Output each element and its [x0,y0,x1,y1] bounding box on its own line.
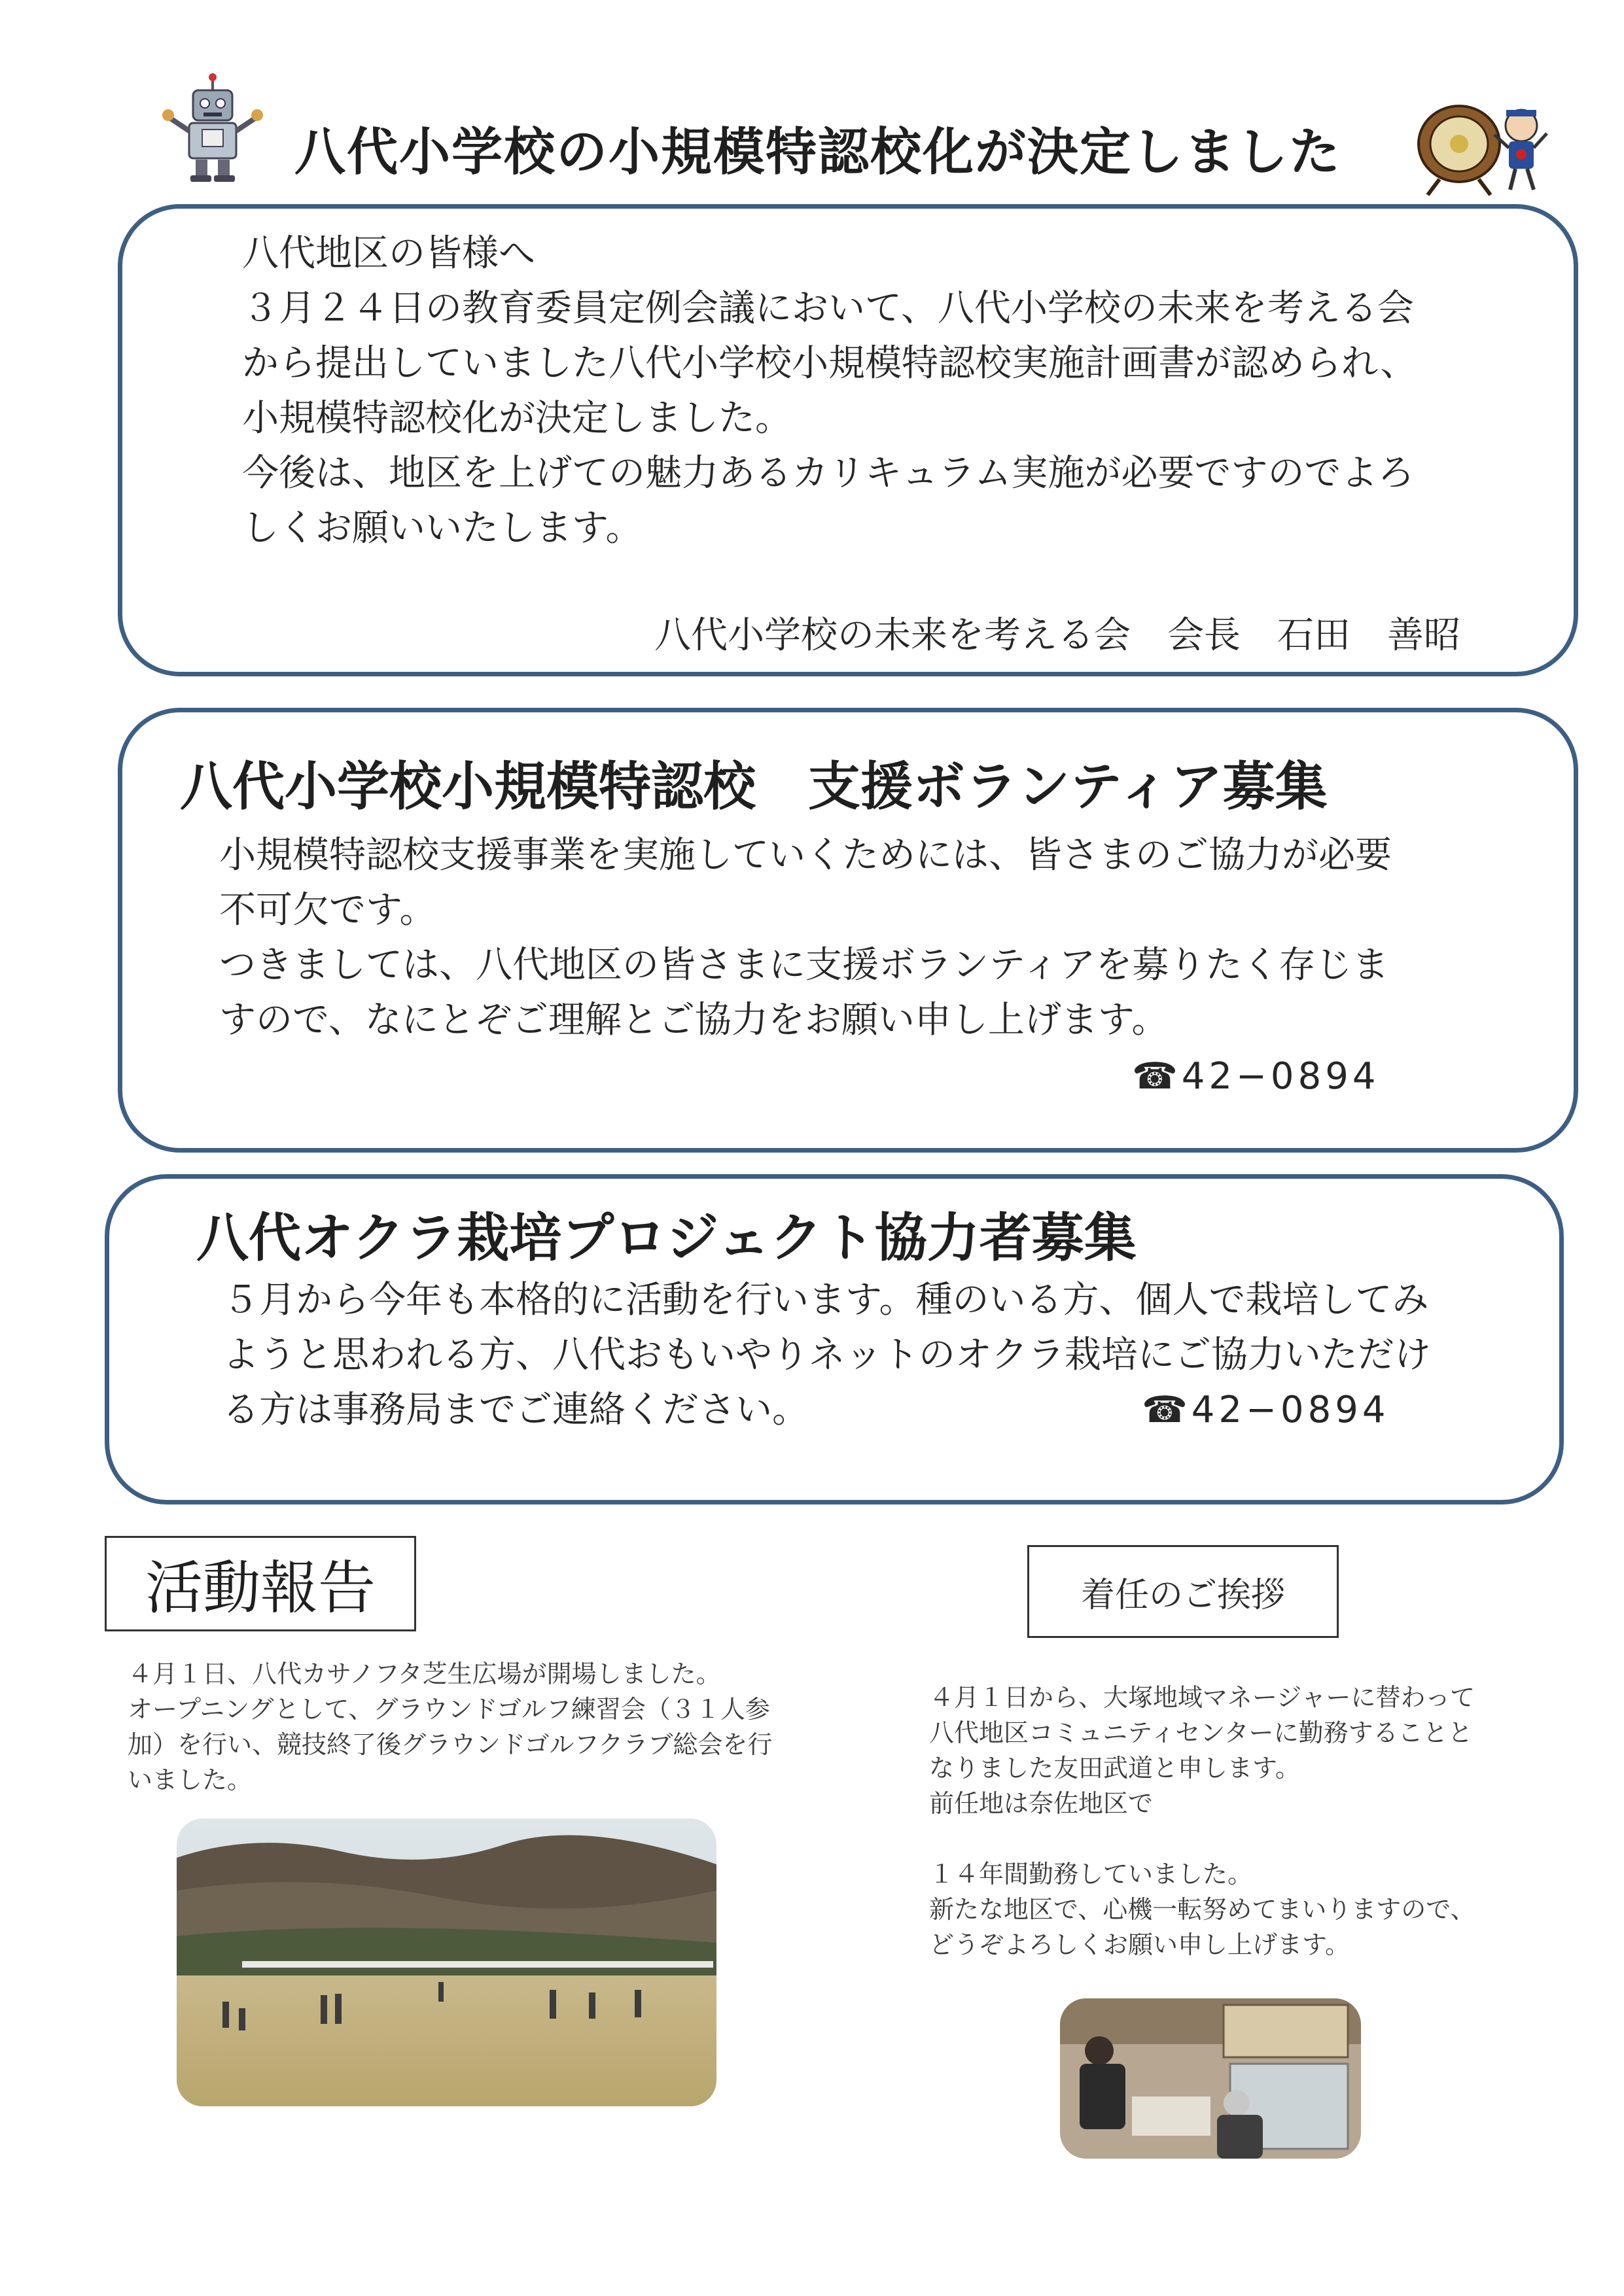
okra-line: る方は事務局までご連絡ください。 [222,1389,809,1431]
greeting-line: 前任地は奈佐地区で [929,1789,1154,1818]
activity-line: ４月１日、八代カサノフタ芝生広場が開場しました。 [128,1660,721,1688]
volunteer-line: 不可欠です。 [219,889,436,931]
notice-line: ３月２４日の教育委員定例会議において、八代小学校の未来を考える会 [242,287,1414,330]
activity-line: 加）を行い、競技終了後グラウンドゴルフクラブ総会を行 [128,1730,773,1759]
okra-line: ５月から今年も本格的に活動を行います。種のいる方、個人で栽培してみ [222,1279,1429,1321]
page-title: 八代小学校の小規模特認校化が決定しました [294,123,1342,182]
okra-phone: ☎42−0894 [1142,1389,1390,1431]
office-photo [1060,1998,1361,2159]
greeting-label-text: 着任のご挨拶 [1080,1575,1285,1615]
greeting-line: どうぞよろしくお願い申し上げます。 [929,1930,1350,1959]
notice-line: 小規模特認校化が決定しました。 [242,397,792,440]
volunteer-phone: ☎42−0894 [1132,1055,1380,1098]
okra-title: 八代オクラ栽培プロジェクト協力者募集 [196,1208,1137,1268]
greeting-line: なりました友田武道と申します。 [929,1754,1300,1783]
activity-label-text: 活動報告 [145,1554,376,1622]
volunteer-title: 八代小学校小規模特認校 支援ボランティア募集 [180,756,1328,817]
okra-line: ようと思われる方、八代おもいやりネットのオクラ栽培にご協力いただけ [222,1334,1431,1376]
activity-label [105,1536,416,1631]
volunteer-line: 小規模特認校支援事業を実施していくためには、皆さまのご協力が必要 [219,834,1392,877]
park-photo [177,1818,716,2106]
volunteer-line: すので、なにとぞご理解とご協力をお願い申し上げます。 [219,999,1169,1041]
notice-line: 今後は、地区を上げての魅力あるカリキュラム実施が必要ですのでよろ [242,452,1415,495]
robot-mascot-icon [160,72,265,183]
greeting-label [1027,1545,1339,1638]
greeting-line: １４年間勤務していました。 [929,1860,1253,1888]
taiko-drummer-mascot-icon [1413,98,1551,196]
notice-line: しくお願いいたします。 [242,507,643,549]
greeting-line: ４月１日から、大塚地域マネージャーに替わって [929,1683,1475,1712]
notice-line: から提出していました八代小学校小規模特認校実施計画書が認められ、 [242,342,1417,385]
greeting-line: 八代地区コミュニティセンターに勤務することと [929,1718,1473,1747]
activity-line: オープニングとして、グラウンドゴルフ練習会（３１人参 [128,1695,770,1724]
greeting-line: 新たな地区で、心機一転努めてまいりますので、 [929,1895,1475,1924]
volunteer-line: つきましては、八代地区の皆さまに支援ボランティアを募りたく存じま [219,944,1389,986]
activity-line: いました。 [128,1765,253,1794]
notice-signature: 八代小学校の未来を考える会 会長 石田 善昭 [654,614,1460,657]
notice-line: 八代地区の皆様へ [242,232,535,275]
